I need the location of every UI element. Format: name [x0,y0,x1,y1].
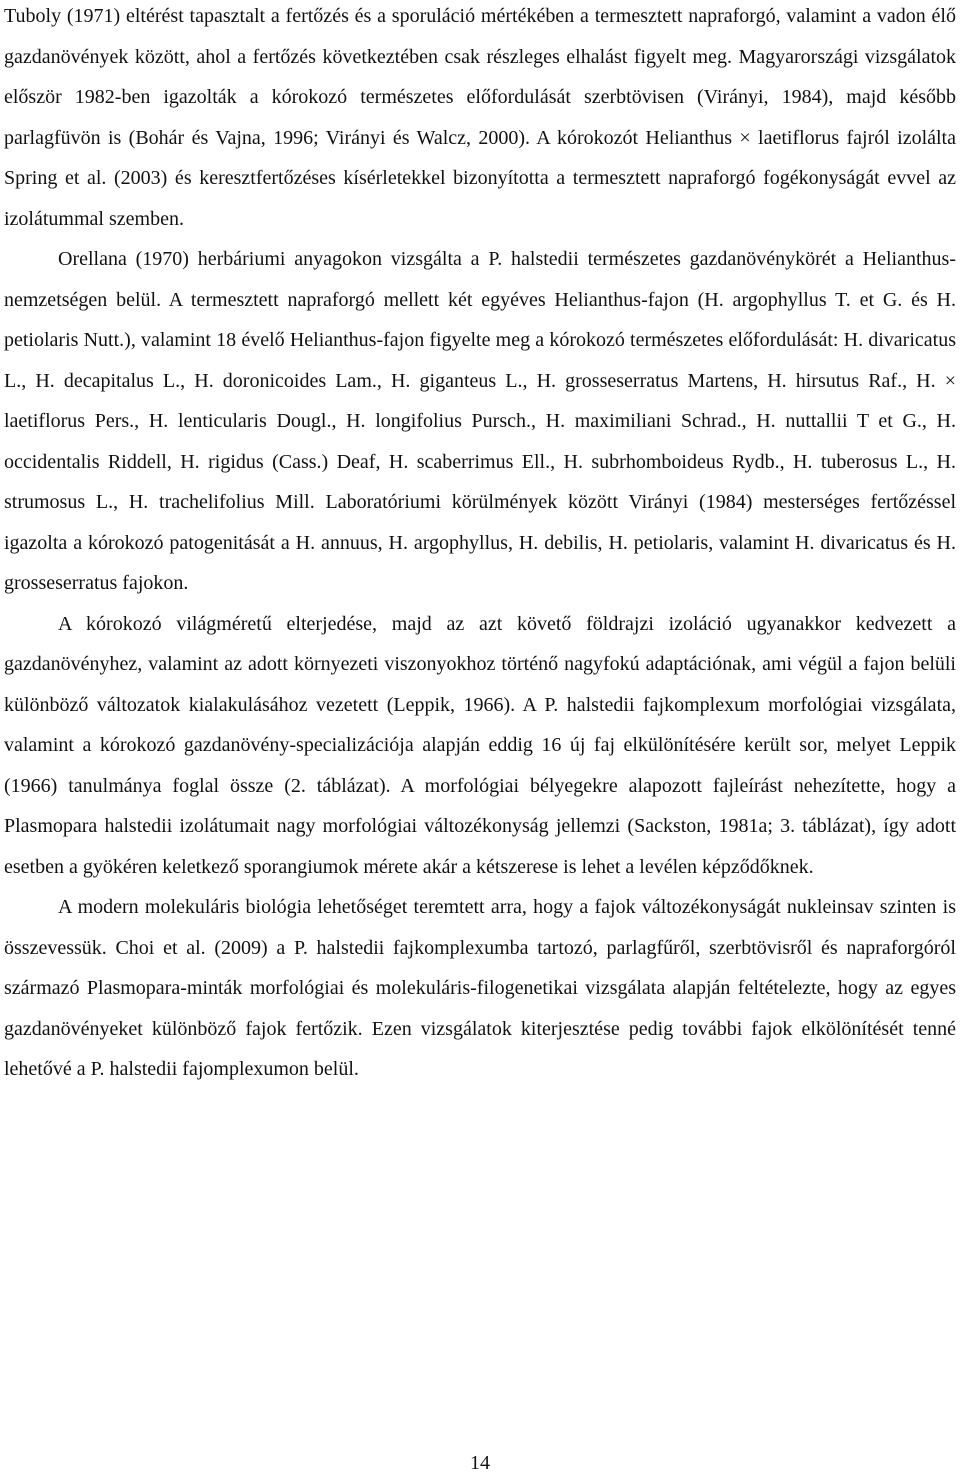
paragraph-1: Tuboly (1971) eltérést tapasztalt a fertőzés és a sporuláció mértékében a termesztett napraforgó, valamint a vadon élő gazdanövények között, ahol a fertőzés következtében csak részleges elhalást figyelt meg. Magyarországi vizsgálatok először 1982-ben igazolták a kórokozó természetes előfordulását szerbtövisen (Virányi, 1984), majd később parlagfüvön is (Bohár és Vajna, 1996; Virányi és Walcz, 2000). A kórokozót Helianthus × laetiflorus fajról izolálta Spring et al. (2003) és keresztfertőzéses kísérletekkel bizonyította a termesztett napraforgó fogékonyságát evvel az izolátummal szemben. [4,5,956,230]
document-page [4,0,956,1090]
paragraph-2: Orellana (1970) herbáriumi anyagokon vizsgálta a P. halstedii természetes gazdanövénykörét a Helianthus-nemzetségen belül. A termesztett napraforgó mellett két egyéves Helianthus-fajon (H. argophyllus T. et G. és H. petiolaris Nutt.), valamint 18 évelő Helianthus-fajon figyelte meg a kórokozó természetes előfordulását: H. divaricatus L., H. decapitalus L., H. doronicoides Lam., H. giganteus L., H. grosseserratus Martens, H. hirsutus Raf., H. × laetiflorus Pers., H. lenticularis Dougl., H. longifolius Pursch., H. maximiliani Schrad., H. nuttallii T et G., H. occidentalis Riddell, H. rigidus (Cass.) Deaf, H. scaberrimus Ell., H. subrhomboideus Rydb., H. tuberosus L., H. strumosus L., H. trachelifolius Mill. Laboratóriumi körülmények között Virányi (1984) mesterséges fertőzéssel igazolta a kórokozó patogenitását a H. annuus, H. argophyllus, H. debilis, H. petiolaris, valamint H. divaricatus és H. grosseserratus fajokon. [4,248,956,594]
paragraph-4: A modern molekuláris biológia lehetőséget teremtett arra, hogy a fajok változékonyságát nukleinsav szinten is összevessük. Choi et al. (2009) a P. halstedii fajkomplexumba tartozó, parlagfűről, szerbtövisről és napraforgóról származó Plasmopara-minták morfológiai és molekuláris-filogenetikai vizsgálata alapján feltételezte, hogy az egyes gazdanövényeket különböző fajok fertőzik. Ezen vizsgálatok kiterjesztése pedig további fajok elkölönítését tenné lehetővé a P. halstedii fajomplexumon belül. [4,896,956,1080]
paragraph-3: A kórokozó világméretű elterjedése, majd az azt követő földrajzi izoláció ugyanakkor kedvezett a gazdanövényhez, valamint az adott környezeti viszonyokhoz történő nagyfokú adaptációnak, ami végül a fajon belüli különböző változatok kialakulásához vezetett (Leppik, 1966). A P. halstedii fajkomplexum morfológiai vizsgálata, valamint a kórokozó gazdanövény-specializációja alapján eddig 16 új faj elkülönítésére került sor, melyet Leppik (1966) tanulmánya foglal össze (2. táblázat). A morfológiai bélyegekre alapozott fajleírást nehezítette, hogy a Plasmopara halstedii izolátumait nagy morfológiai változékonyság jellemzi (Sackston, 1981a; 3. táblázat), így adott esetben a gyökéren keletkező sporangiumok mérete akár a kétszerese is lehet a levélen képződőknek. [4,612,956,878]
page-number: 14 [470,1452,490,1474]
